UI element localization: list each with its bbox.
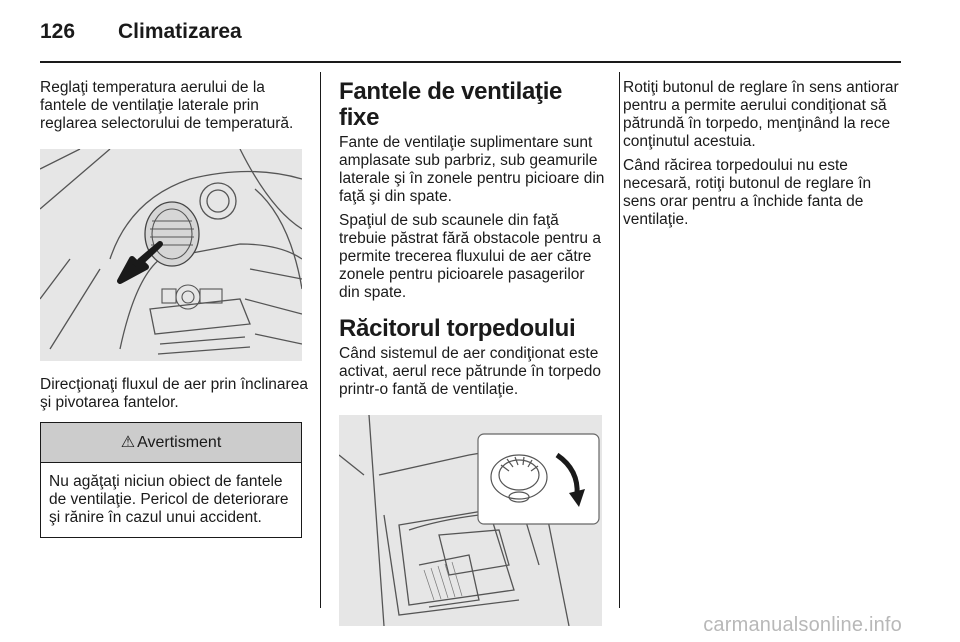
column-divider-left — [320, 72, 321, 608]
column-divider-right — [619, 72, 620, 608]
warning-header — [41, 423, 301, 463]
fixed-vents-text: Fante de ventilaţie suplimentare sunt amplasate sub parbriz, sub geamurile laterale şi în zonele pentru picioare din faţă şi din spate. — [339, 134, 605, 205]
column-1 — [40, 79, 308, 538]
fixed-vents-heading: Fantele de ventilaţie fixe — [339, 78, 563, 131]
warning-text: Nu agăţaţi niciun obiect de fantele de ventilaţie. Pericol de deteriorare şi rănire în cazul unui accident. — [49, 473, 289, 526]
direct-airflow-text: Direcţionaţi fluxul de aer prin înclinarea şi pivotarea fantelor. — [40, 376, 308, 411]
rotate-clockwise-text: Când răcirea torpedoului nu este necesară, rotiţi butonul de reglare în sens orar pentru a închide fanta de ventilaţie. — [623, 157, 872, 228]
column-3 — [623, 79, 903, 235]
glovebox-cooler-text: Când sistemul de aer condiţionat este activat, aerul rece pătrunde în torpedo printr-o fantă de ventilaţie. — [339, 345, 601, 398]
warning-icon: ⚠ — [120, 433, 136, 451]
warning-box — [40, 422, 302, 538]
warning-title: Avertisment — [137, 433, 222, 451]
header-rule — [40, 61, 901, 63]
column-2 — [339, 79, 605, 626]
side-vent-temperature-text: Reglaţi temperatura aerului de la fantele de ventilaţie laterale prin reglarea selectorului de temperatură. — [40, 79, 294, 132]
rotate-counterclockwise-text: Rotiţi butonul de reglare în sens antiorar pentru a permite aerului condiţionat să pătrundă în torpedo, menţinând la rece conţinutul acestuia. — [623, 79, 899, 150]
side-vent-illustration — [40, 149, 302, 361]
glovebox-illustration — [339, 415, 602, 626]
chapter-title: Climatizarea — [118, 20, 242, 43]
page-number: 126 — [40, 20, 76, 43]
under-seat-text: Spaţiul de sub scaunele din faţă trebuie păstrat fără obstacole pentru a permite trecerea fluxului de aer către zonele pentru picioarele pasagerilor din spate. — [339, 212, 601, 301]
glovebox-cooler-heading: Răcitorul torpedoului — [339, 315, 576, 342]
watermark: carmanualsonline.info — [703, 614, 902, 636]
